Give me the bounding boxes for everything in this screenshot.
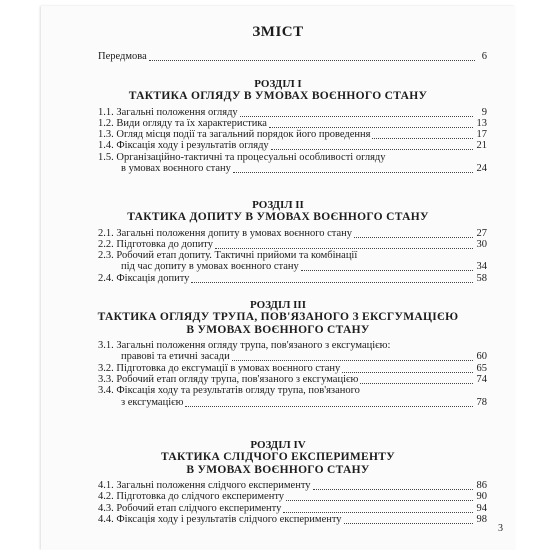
- section-head: РОЗДІЛ ІІІ: [250, 299, 306, 311]
- leader-dots: [301, 270, 473, 271]
- toc-entry: 3.4. Фіксація ходу та результатів огляду трупа, пов'язаного: [98, 385, 360, 397]
- toc-page-number: 21: [476, 140, 487, 152]
- leader-dots: [286, 500, 473, 501]
- toc-entry: з ексгумацією: [121, 396, 184, 408]
- toc-entry: 1.1. Загальні положення огляду: [98, 106, 238, 118]
- section-title: ТАКТИКА ОГЛЯДУ В УМОВАХ ВОЄННОГО СТАНУ: [128, 90, 428, 102]
- toc-page-number: 60: [476, 351, 487, 363]
- toc-entry: 4.4. Фіксація ходу і результатів слідчого експерименту: [98, 513, 342, 525]
- toc-page-number: 78: [476, 396, 487, 408]
- toc-entry: 4.2. Підготовка до слідчого експерименту: [98, 491, 285, 503]
- toc-entry: 1.4. Фіксація ходу і результатів огляду: [98, 140, 269, 152]
- toc-page-number: 13: [476, 117, 487, 129]
- toc-page-number: 17: [476, 129, 487, 141]
- toc-page-number: 98: [476, 513, 487, 525]
- toc-entry: під час допиту в умовах воєнного стану: [121, 261, 299, 273]
- leader-dots: [342, 372, 473, 373]
- section-title: ТАКТИКА ДОПИТУ В УМОВАХ ВОЄННОГО СТАНУ: [127, 211, 429, 223]
- section-head: РОЗДІЛ IV: [250, 439, 306, 451]
- toc-page-number: 65: [476, 362, 487, 374]
- toc-entry: 1.3. Огляд місця події та загальний порядок його проведення: [98, 129, 371, 141]
- toc-page-number: 34: [476, 261, 487, 273]
- section-title: ТАКТИКА ОГЛЯДУ ТРУПА, ПОВ'ЯЗАНОГО З ЕКСГУМАЦІЄЮ: [97, 311, 459, 323]
- toc-entry: 3.1. Загальні положення огляду трупа, пов'язаного з ексгумацією:: [98, 340, 391, 351]
- toc-page-number: 30: [476, 238, 487, 250]
- toc-entry: 1.2. Види огляду та їх характеристика: [98, 117, 267, 129]
- toc-title: ЗМІСТ: [252, 24, 304, 40]
- leader-dots: [185, 406, 473, 407]
- toc-entry: 4.3. Робочий етап слідчого експерименту: [98, 502, 282, 514]
- section-title: В УМОВАХ ВОЄННОГО СТАНУ: [186, 463, 370, 476]
- section-title: В УМОВАХ ВОЄННОГО СТАНУ: [186, 323, 370, 336]
- leader-dots: [149, 60, 475, 61]
- leader-dots: [233, 172, 473, 173]
- toc-page-number: 94: [476, 502, 487, 514]
- toc-entry: 4.1. Загальні положення слідчого експерименту: [98, 480, 311, 491]
- leader-dots: [232, 360, 473, 361]
- leader-dots: [269, 127, 473, 128]
- toc-entry: в умовах воєнного стану: [121, 163, 231, 174]
- leader-dots: [344, 523, 473, 524]
- toc-entry: 1.5. Організаційно-тактичні та процесуальні особливості огляду: [98, 151, 386, 163]
- leader-dots: [191, 282, 473, 283]
- leader-dots: [354, 237, 473, 238]
- leader-dots: [283, 512, 473, 513]
- toc-page-number: 9: [481, 106, 487, 118]
- toc-page-number: 86: [476, 480, 487, 491]
- section-title: ТАКТИКА СЛІДЧОГО ЕКСПЕРИМЕНТУ: [161, 451, 395, 463]
- leader-dots: [271, 149, 473, 150]
- leader-dots: [313, 489, 473, 490]
- toc-entry: 3.2. Підготовка до ексгумації в умовах воєнного стану: [98, 362, 341, 374]
- leader-dots: [215, 248, 473, 249]
- toc-entry: правові та етичні засади: [121, 351, 230, 363]
- toc-entry: 2.3. Робочий етап допиту. Тактичні прийоми та комбінації: [98, 250, 358, 262]
- page-number: 3: [498, 523, 503, 534]
- toc-page-number: 27: [476, 227, 487, 239]
- toc-page-number: 6: [481, 51, 487, 62]
- section-head: РОЗДІЛ ІІ: [252, 199, 304, 211]
- section-head: РОЗДІЛ І: [254, 78, 302, 90]
- toc-page-number: 24: [476, 163, 487, 174]
- book-page: [41, 6, 515, 550]
- toc-entry: 2.1. Загальні положення допиту в умовах воєнного стану: [98, 227, 353, 239]
- leader-dots: [240, 116, 473, 117]
- toc-entry-foreword: Передмова: [98, 51, 147, 62]
- toc-page-number: 58: [476, 272, 487, 284]
- toc-page-number: 74: [476, 373, 487, 385]
- toc-entry: 2.4. Фіксація допиту: [98, 272, 190, 284]
- toc-entry: 3.3. Робочий етап огляду трупа, пов'язаного з ексгумацією: [98, 373, 359, 385]
- toc-page-number: 90: [476, 491, 487, 503]
- toc-entry: 2.2. Підготовка до допиту: [98, 238, 214, 250]
